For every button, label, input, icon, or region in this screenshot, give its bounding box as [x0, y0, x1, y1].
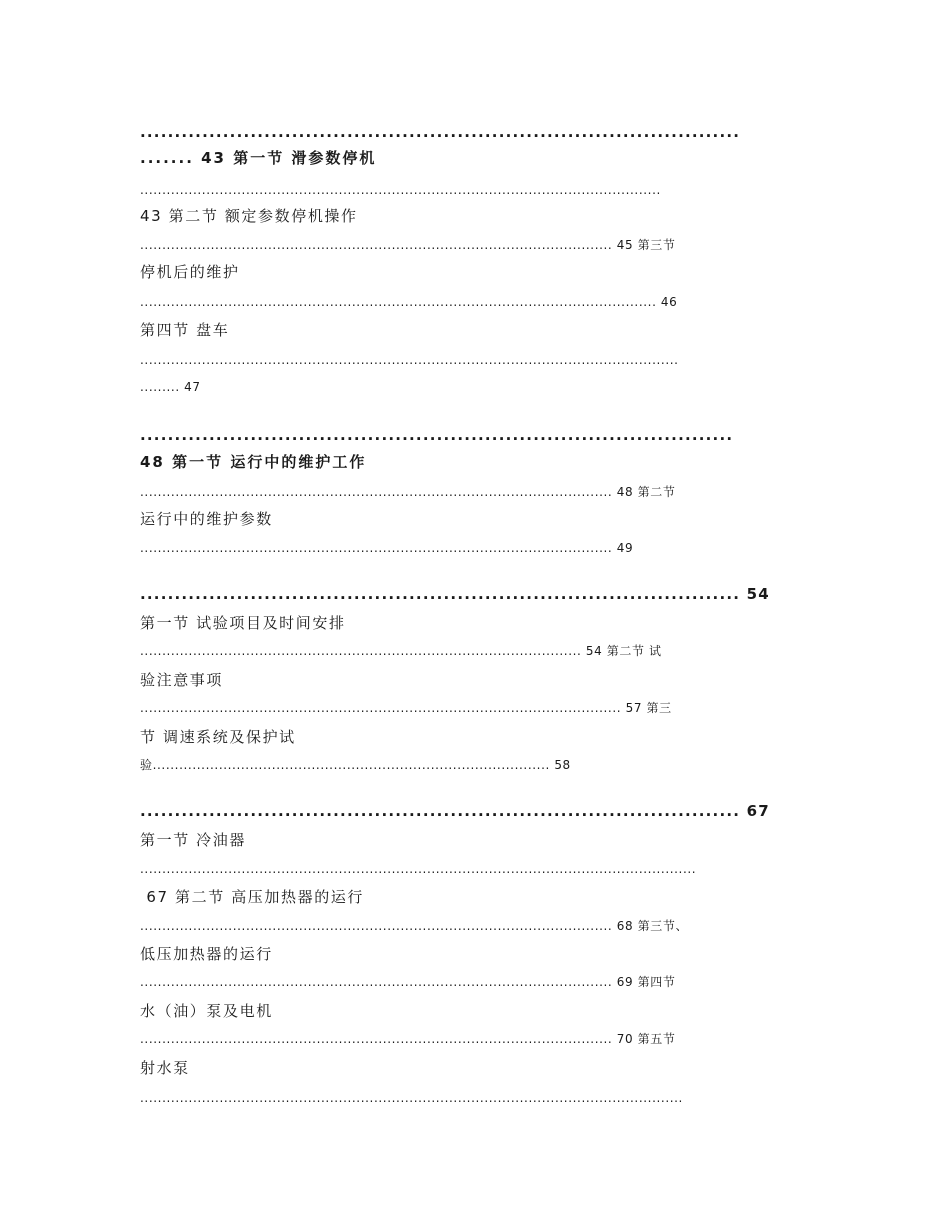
toc-entry: 停机后的维护: [140, 263, 240, 281]
toc-line-dots: ..............................................................................................................................: [140, 862, 697, 876]
toc-entry: 验注意事项: [140, 671, 224, 689]
toc-entry: 第一节 试验项目及时间安排: [140, 614, 346, 632]
toc-entry: 48 第一节 运行中的维护工作: [140, 453, 367, 471]
toc-line-dots: ..........................................................................................................................: [140, 353, 679, 367]
toc-entry: 运行中的维护参数: [140, 510, 273, 528]
toc-entry: .................................................................................................... 54 第二节 试: [140, 644, 662, 658]
toc-entry: ....................................................................................... 54: [140, 585, 770, 603]
toc-entry: ........................................................................................................... 68 第三节、: [140, 919, 689, 933]
toc-entry: 水（油）泵及电机: [140, 1002, 273, 1020]
toc-entry: 射水泵: [140, 1059, 190, 1077]
toc-line-dots: .......................................................................................: [140, 123, 741, 141]
toc-line-dots: ......................................................................................................................: [140, 183, 661, 197]
toc-entry: 节 调速系统及保护试: [140, 728, 296, 746]
toc-entry: ......... 47: [140, 380, 201, 394]
toc-entry: 43 第二节 额定参数停机操作: [140, 207, 358, 225]
toc-line-dots: ......................................................................................: [140, 426, 734, 444]
toc-entry: 第四节 盘车: [140, 321, 230, 339]
toc-entry: ........................................................................................................... 49: [140, 541, 634, 555]
toc-entry: ........................................................................................................... 45 第三节: [140, 238, 676, 252]
toc-line-dots: ...........................................................................................................................: [140, 1091, 683, 1105]
toc-entry: ............................................................................................................. 57 第三: [140, 701, 672, 715]
toc-entry: ........................................................................................................... 48 第二节: [140, 485, 676, 499]
toc-entry-text: ....... 43 第一节 滑参数停机: [140, 149, 377, 167]
toc-entry: [140, 148, 376, 168]
toc-entry: 验.......................................................................................... 58: [140, 758, 571, 772]
toc-entry: ........................................................................................................... 70 第五节: [140, 1032, 676, 1046]
toc-entry: ....................................................................................... 67: [140, 802, 770, 820]
toc-entry: ..................................................................................................................... 46: [140, 295, 678, 309]
toc-entry: 67 第二节 高压加热器的运行: [140, 888, 364, 906]
toc-entry: 第一节 冷油器: [140, 831, 246, 849]
toc-entry: 低压加热器的运行: [140, 945, 273, 963]
toc-entry: ........................................................................................................... 69 第四节: [140, 975, 676, 989]
